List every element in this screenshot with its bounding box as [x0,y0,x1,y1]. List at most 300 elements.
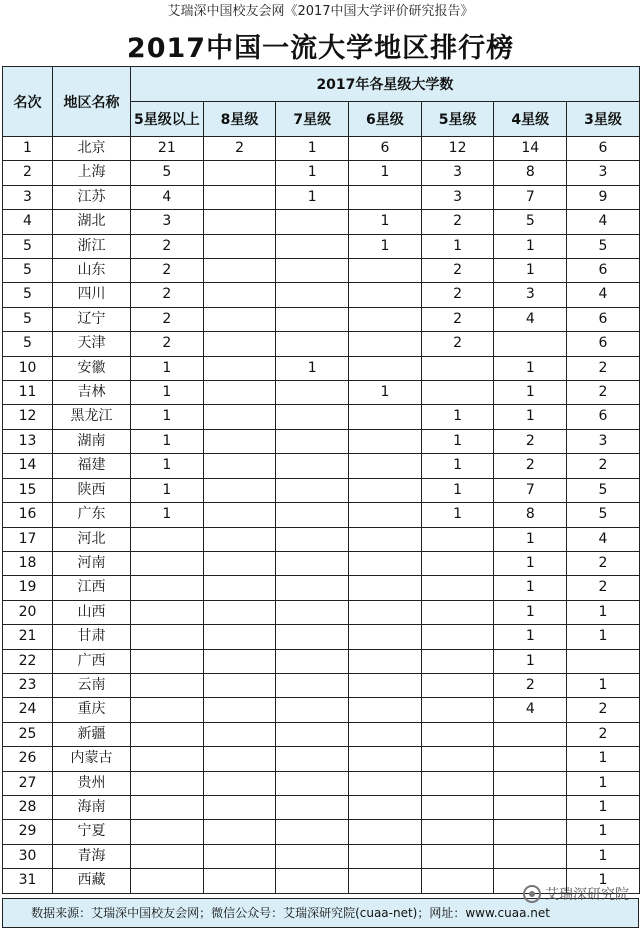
count-cell [349,503,422,527]
count-cell [203,381,276,405]
count-cell [203,283,276,307]
count-cell [203,185,276,209]
count-cell: 1 [494,600,567,624]
count-cell: 1 [349,234,422,258]
count-cell: 1 [567,869,640,893]
region-cell: 河北 [53,527,131,551]
rank-cell: 21 [3,625,53,649]
region-cell: 宁夏 [53,820,131,844]
count-cell [203,210,276,234]
table-row [3,210,640,234]
table-row [3,332,640,356]
count-cell [203,259,276,283]
region-cell: 广东 [53,503,131,527]
rank-cell: 19 [3,576,53,600]
region-cell: 黑龙江 [53,405,131,429]
count-cell [421,649,494,673]
count-cell [276,820,349,844]
table-row [3,649,640,673]
count-cell [203,747,276,771]
count-cell [203,722,276,746]
count-cell: 2 [421,283,494,307]
count-cell [203,673,276,697]
count-cell: 1 [349,381,422,405]
rank-cell: 5 [3,307,53,331]
table-row [3,600,640,624]
column-header-region: 地区名称 [53,67,131,137]
count-cell [276,747,349,771]
rank-cell: 5 [3,259,53,283]
count-cell [276,503,349,527]
count-cell: 2 [131,332,204,356]
count-cell [276,795,349,819]
rank-cell: 5 [3,332,53,356]
count-cell [276,405,349,429]
count-cell: 2 [421,259,494,283]
count-cell [203,649,276,673]
count-cell: 2 [567,576,640,600]
count-cell: 1 [494,527,567,551]
table-row [3,820,640,844]
rank-cell: 23 [3,673,53,697]
count-cell: 1 [494,356,567,380]
count-cell: 2 [131,283,204,307]
footer-source-text: 数据来源：艾瑞深中国校友会网；微信公众号：艾瑞深研究院(cuaa-net)；网址：www.cuaa.net [31,906,550,920]
count-cell: 2 [494,429,567,453]
report-source-line: 艾瑞深中国校友会网《2017中国大学评价研究报告》 [167,4,474,19]
count-cell: 2 [567,381,640,405]
rank-cell: 13 [3,429,53,453]
count-cell [349,576,422,600]
count-cell [131,600,204,624]
region-cell: 广西 [53,649,131,673]
region-cell: 北京 [53,137,131,161]
count-cell [276,234,349,258]
region-cell: 新疆 [53,722,131,746]
count-cell [203,429,276,453]
table-row [3,234,640,258]
count-cell: 1 [494,576,567,600]
count-cell [349,649,422,673]
rank-cell: 11 [3,381,53,405]
count-cell [203,234,276,258]
table-row [3,478,640,502]
count-cell [131,747,204,771]
table-row [3,527,640,551]
rank-cell: 26 [3,747,53,771]
count-cell [494,771,567,795]
count-cell [203,625,276,649]
count-cell: 1 [494,259,567,283]
rank-cell: 17 [3,527,53,551]
table-row [3,625,640,649]
region-cell: 湖北 [53,210,131,234]
count-cell [349,625,422,649]
count-cell [203,551,276,575]
count-cell: 21 [131,137,204,161]
count-cell [349,405,422,429]
count-cell: 9 [567,185,640,209]
table-row [3,576,640,600]
count-cell: 1 [421,429,494,453]
table-row [3,673,640,697]
table-row [3,283,640,307]
count-cell: 1 [567,600,640,624]
count-cell [276,576,349,600]
count-cell: 1 [494,625,567,649]
count-cell: 1 [421,405,494,429]
count-cell [349,283,422,307]
count-cell [131,527,204,551]
column-header-star-5: 4星级 [494,102,567,137]
page-title: 2017中国一流大学地区排行榜 [126,33,515,64]
count-cell [276,625,349,649]
region-cell: 贵州 [53,771,131,795]
count-cell [276,283,349,307]
count-cell [203,478,276,502]
count-cell: 6 [567,259,640,283]
count-cell: 4 [567,283,640,307]
count-cell: 2 [494,454,567,478]
count-cell [349,600,422,624]
count-cell: 1 [494,381,567,405]
count-cell [276,771,349,795]
table-row [3,454,640,478]
count-cell: 1 [131,503,204,527]
column-group-header: 2017年各星级大学数 [131,67,640,102]
count-cell: 6 [567,405,640,429]
count-cell [276,649,349,673]
count-cell: 1 [567,795,640,819]
count-cell: 1 [494,649,567,673]
table-row [3,698,640,722]
region-cell: 安徽 [53,356,131,380]
count-cell: 3 [567,429,640,453]
rank-cell: 4 [3,210,53,234]
region-cell: 四川 [53,283,131,307]
count-cell [349,307,422,331]
count-cell [131,795,204,819]
count-cell: 5 [494,210,567,234]
table-row [3,551,640,575]
count-cell [203,869,276,893]
count-cell: 2 [567,722,640,746]
region-cell: 青海 [53,844,131,868]
region-cell: 西藏 [53,869,131,893]
count-cell [494,747,567,771]
table-row [3,503,640,527]
count-cell [421,551,494,575]
column-header-star-2: 7星级 [276,102,349,137]
region-cell: 云南 [53,673,131,697]
region-cell: 甘肃 [53,625,131,649]
count-cell [276,551,349,575]
count-cell: 4 [567,527,640,551]
count-cell [349,454,422,478]
table-row [3,137,640,161]
count-cell [276,210,349,234]
count-cell [494,332,567,356]
count-cell [349,551,422,575]
count-cell: 1 [567,771,640,795]
count-cell: 7 [494,185,567,209]
count-cell: 8 [494,503,567,527]
count-cell [349,771,422,795]
count-cell [421,600,494,624]
count-cell [131,673,204,697]
region-cell: 浙江 [53,234,131,258]
count-cell [203,405,276,429]
count-cell: 4 [131,185,204,209]
count-cell [349,820,422,844]
count-cell [567,649,640,673]
count-cell: 8 [494,161,567,185]
rank-cell: 14 [3,454,53,478]
count-cell: 4 [494,698,567,722]
rank-cell: 16 [3,503,53,527]
watermark [523,884,629,904]
table-row [3,405,640,429]
count-cell: 1 [276,137,349,161]
count-cell: 5 [567,503,640,527]
count-cell [276,381,349,405]
count-cell: 1 [494,405,567,429]
rank-cell: 5 [3,283,53,307]
table-row [3,722,640,746]
count-cell [276,869,349,893]
count-cell [203,356,276,380]
wechat-account-icon [523,885,541,903]
table-row [3,771,640,795]
region-cell: 陕西 [53,478,131,502]
count-cell [276,844,349,868]
count-cell: 1 [567,673,640,697]
count-cell [203,795,276,819]
table-row [3,307,640,331]
rank-cell: 2 [3,161,53,185]
count-cell [203,820,276,844]
rank-cell: 5 [3,234,53,258]
region-cell: 海南 [53,795,131,819]
count-cell [421,795,494,819]
count-cell [203,600,276,624]
count-cell: 2 [567,698,640,722]
count-cell [494,722,567,746]
count-cell: 5 [131,161,204,185]
count-cell: 1 [131,356,204,380]
count-cell [276,429,349,453]
region-cell: 内蒙古 [53,747,131,771]
count-cell [276,722,349,746]
count-cell [421,771,494,795]
rank-cell: 28 [3,795,53,819]
count-cell [494,795,567,819]
count-cell [349,478,422,502]
rank-cell: 1 [3,137,53,161]
count-cell [349,844,422,868]
count-cell: 1 [421,234,494,258]
count-cell: 12 [421,137,494,161]
table-row [3,844,640,868]
count-cell: 1 [276,185,349,209]
count-cell [349,356,422,380]
count-cell: 1 [494,551,567,575]
count-cell: 1 [131,454,204,478]
count-cell [276,698,349,722]
table-row [3,795,640,819]
count-cell [203,332,276,356]
count-cell [421,576,494,600]
count-cell [203,698,276,722]
column-header-star-6: 3星级 [567,102,640,137]
column-header-star-0: 5星级以上 [131,102,204,137]
rank-cell: 24 [3,698,53,722]
count-cell: 6 [567,307,640,331]
count-cell [349,869,422,893]
count-cell [494,844,567,868]
table-row [3,381,640,405]
count-cell [349,747,422,771]
count-cell: 6 [567,137,640,161]
rank-cell: 29 [3,820,53,844]
count-cell: 4 [567,210,640,234]
count-cell [131,771,204,795]
count-cell [421,820,494,844]
region-cell: 山东 [53,259,131,283]
count-cell: 5 [567,234,640,258]
count-cell [421,673,494,697]
count-cell [421,625,494,649]
count-cell [131,844,204,868]
count-cell: 2 [567,356,640,380]
count-cell [276,600,349,624]
count-cell: 6 [567,332,640,356]
count-cell: 1 [131,478,204,502]
count-cell [276,454,349,478]
count-cell: 3 [131,210,204,234]
rank-cell: 15 [3,478,53,502]
count-cell: 1 [421,454,494,478]
count-cell [421,527,494,551]
count-cell: 1 [494,234,567,258]
region-cell: 吉林 [53,381,131,405]
count-cell: 5 [567,478,640,502]
table-row [3,747,640,771]
count-cell [203,161,276,185]
count-cell: 2 [421,210,494,234]
count-cell [131,576,204,600]
count-cell [349,527,422,551]
count-cell [349,259,422,283]
rank-cell: 25 [3,722,53,746]
region-cell: 天津 [53,332,131,356]
count-cell [131,625,204,649]
count-cell: 2 [131,307,204,331]
table-row [3,429,640,453]
count-cell: 2 [203,137,276,161]
rank-cell: 27 [3,771,53,795]
watermark-text: 艾瑞深研究院 [545,887,629,903]
count-cell [276,307,349,331]
region-cell: 重庆 [53,698,131,722]
count-cell [203,771,276,795]
count-cell: 2 [131,234,204,258]
count-cell: 2 [131,259,204,283]
column-header-star-4: 5星级 [421,102,494,137]
rank-cell: 31 [3,869,53,893]
count-cell: 1 [421,478,494,502]
count-cell: 3 [494,283,567,307]
count-cell: 1 [131,381,204,405]
count-cell: 3 [567,161,640,185]
count-cell: 1 [131,429,204,453]
count-cell [276,332,349,356]
count-cell [421,356,494,380]
count-cell: 2 [421,307,494,331]
region-cell: 河南 [53,551,131,575]
count-cell [421,698,494,722]
count-cell: 1 [421,503,494,527]
region-cell: 江苏 [53,185,131,209]
table-row [3,259,640,283]
column-header-rank: 名次 [3,67,53,137]
count-cell: 1 [567,844,640,868]
count-cell [276,259,349,283]
count-cell [349,698,422,722]
count-cell [203,454,276,478]
count-cell: 4 [494,307,567,331]
region-cell: 江西 [53,576,131,600]
ranking-table [2,66,640,894]
count-cell: 1 [567,747,640,771]
count-cell: 1 [567,820,640,844]
count-cell: 2 [567,551,640,575]
rank-cell: 12 [3,405,53,429]
count-cell [276,478,349,502]
count-cell [276,527,349,551]
count-cell: 6 [349,137,422,161]
count-cell: 3 [421,185,494,209]
count-cell [349,795,422,819]
rank-cell: 30 [3,844,53,868]
count-cell [349,429,422,453]
count-cell [131,722,204,746]
count-cell: 1 [276,356,349,380]
count-cell: 1 [349,210,422,234]
count-cell [349,722,422,746]
column-header-star-3: 6星级 [349,102,422,137]
table-row [3,356,640,380]
count-cell [203,503,276,527]
count-cell [421,381,494,405]
count-cell [131,820,204,844]
count-cell [203,527,276,551]
count-cell: 1 [349,161,422,185]
count-cell: 2 [567,454,640,478]
count-cell [131,869,204,893]
count-cell: 1 [131,405,204,429]
table-row [3,161,640,185]
count-cell [494,820,567,844]
count-cell: 2 [421,332,494,356]
rank-cell: 10 [3,356,53,380]
count-cell: 14 [494,137,567,161]
count-cell [349,185,422,209]
count-cell [349,673,422,697]
count-cell: 2 [494,673,567,697]
count-cell [421,747,494,771]
count-cell [276,673,349,697]
